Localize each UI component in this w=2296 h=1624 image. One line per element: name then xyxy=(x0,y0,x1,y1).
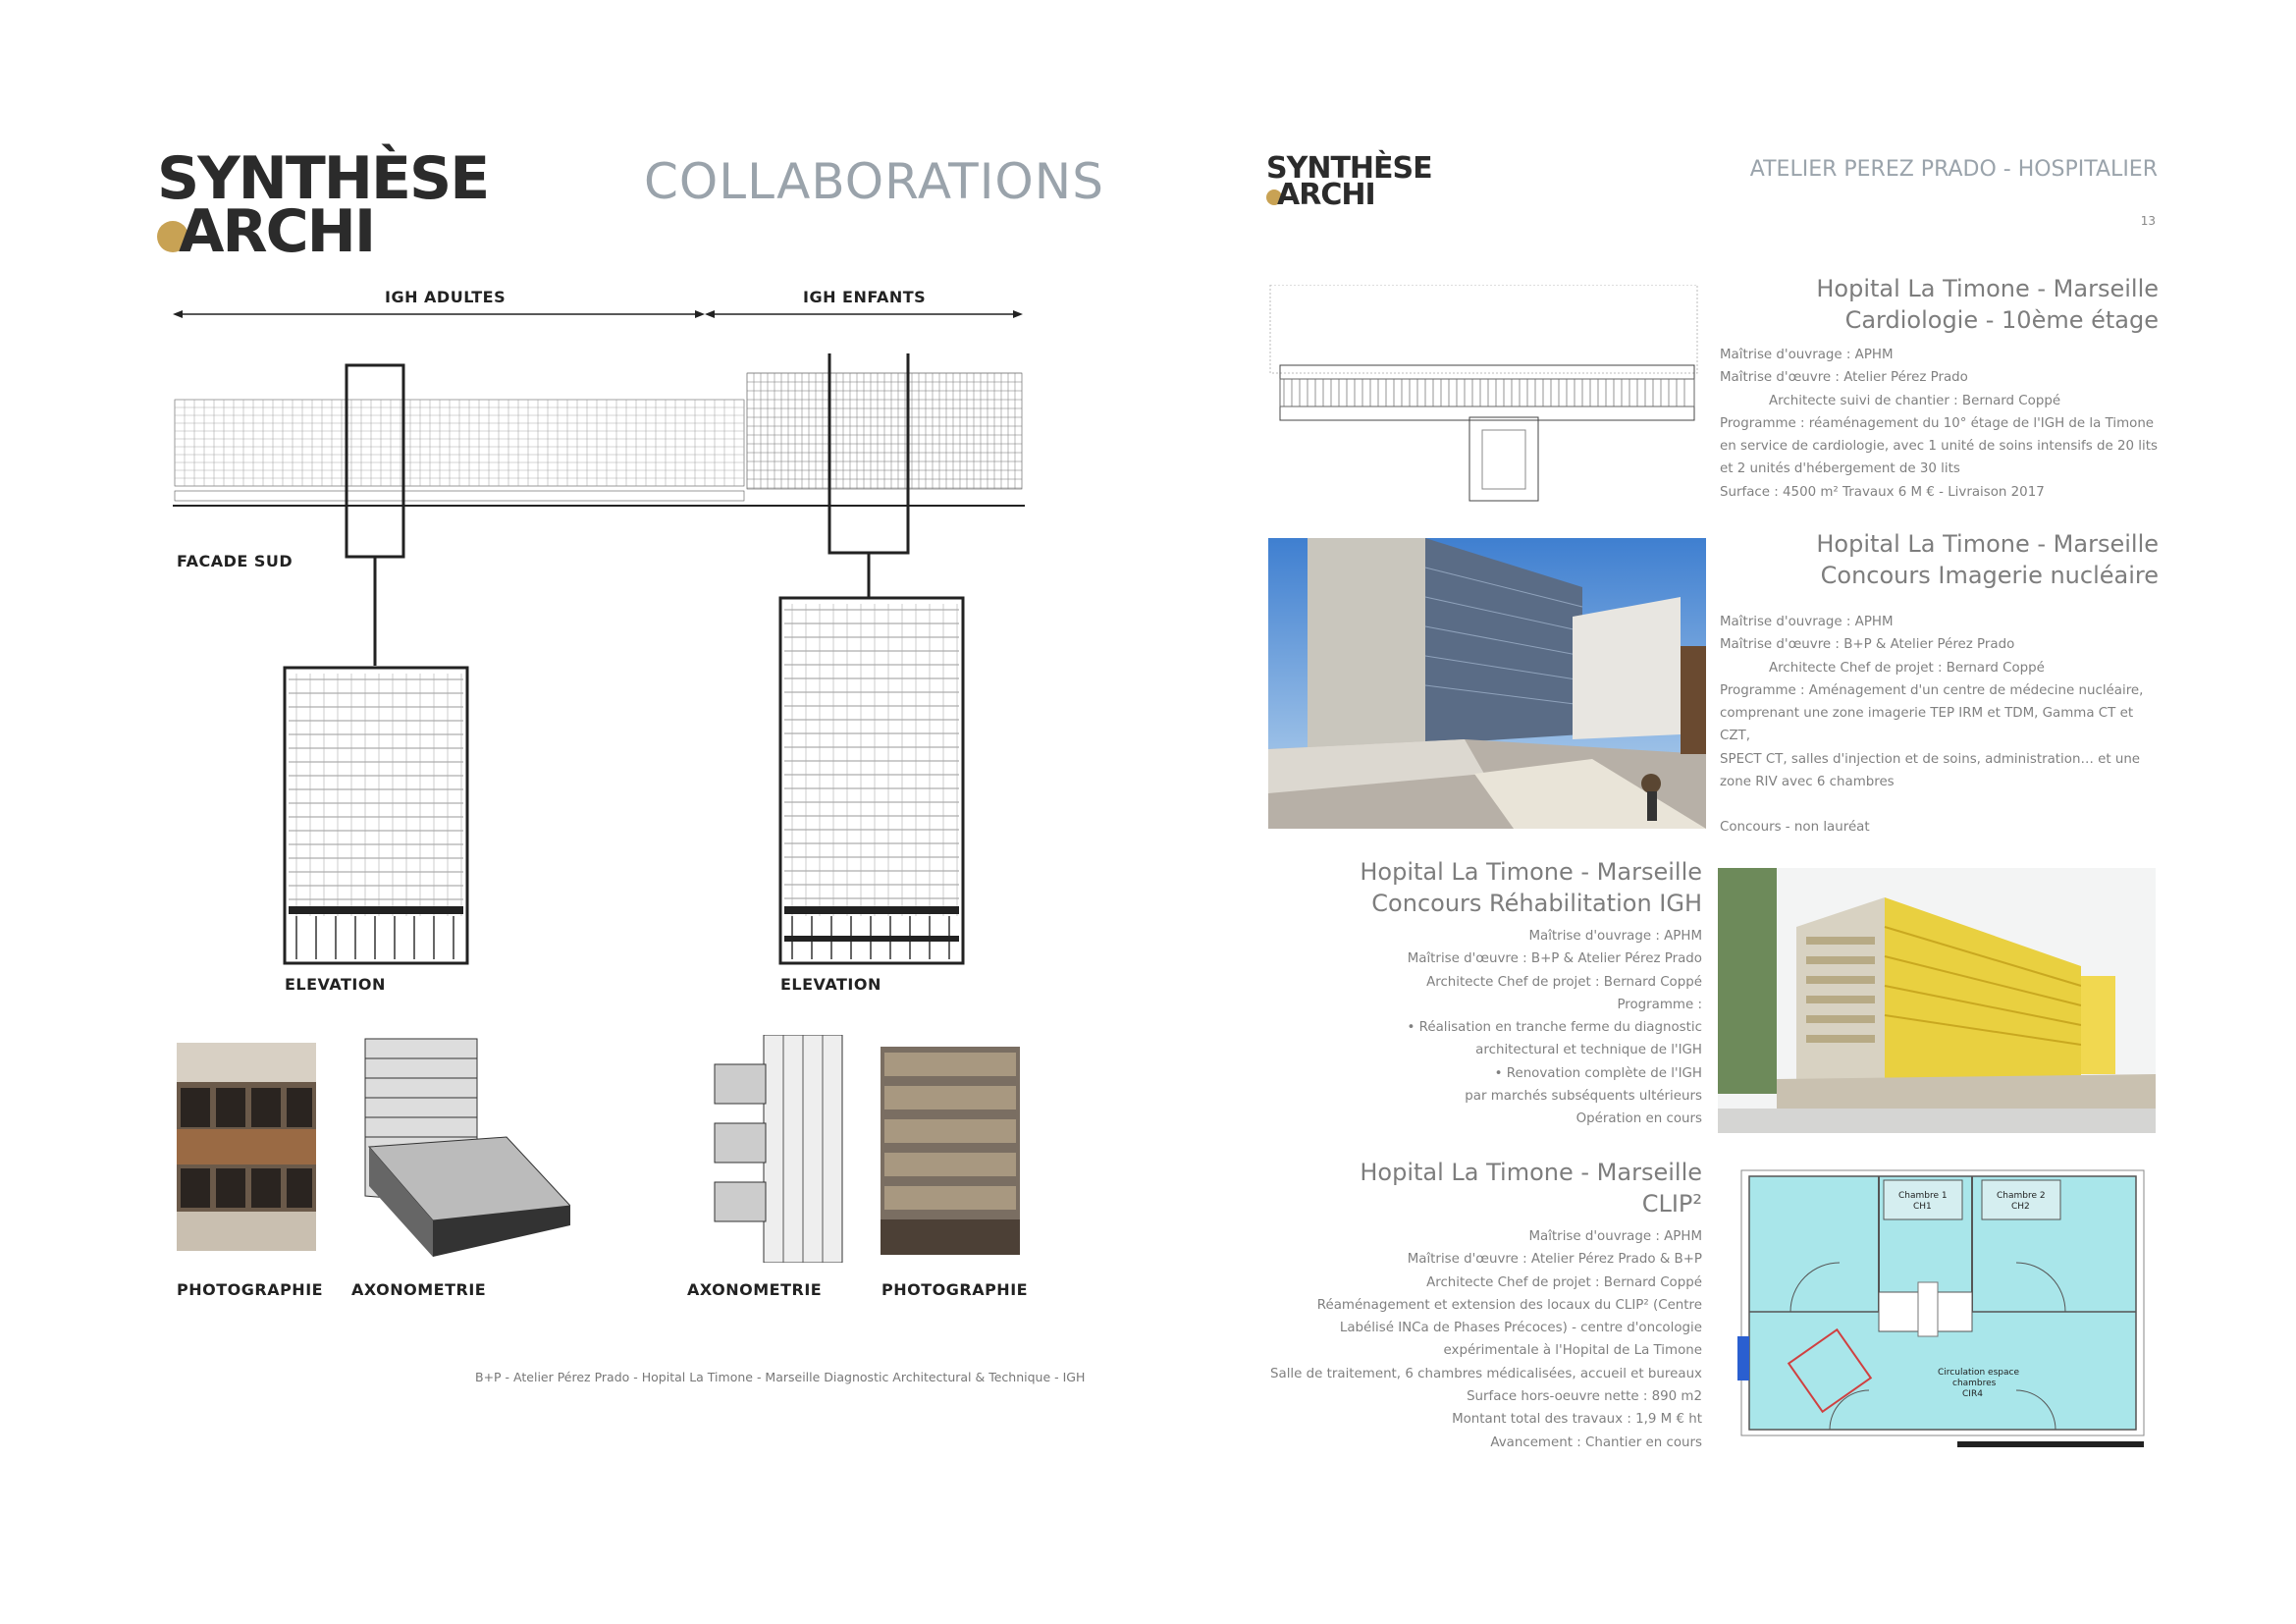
project4-line: Surface hors-oeuvre nette : 890 m2 xyxy=(1467,1389,1702,1405)
label-axo-right: AXONOMETRIE xyxy=(687,1280,823,1299)
plan-label-room2-code: CH2 xyxy=(2011,1202,2030,1212)
project1-text xyxy=(1720,273,2159,504)
plan-label-room1: Chambre 1 xyxy=(1898,1191,1948,1201)
project2-text xyxy=(1720,528,2159,839)
project2-line: Maîtrise d'ouvrage : APHM xyxy=(1720,615,1894,629)
label-photo-left: PHOTOGRAPHIE xyxy=(177,1280,324,1299)
project1-line: Maîtrise d'œuvre : Atelier Pérez Prado xyxy=(1720,370,1968,386)
project4-title-1: Hopital La Timone - Marseille xyxy=(1360,1159,1702,1186)
project2-line: Concours - non lauréat xyxy=(1720,820,1870,836)
logo-line2: ARCHI xyxy=(179,197,375,266)
project3-line: • Renovation complète de l'IGH xyxy=(1494,1065,1702,1081)
project3-title-2: Concours Réhabilitation IGH xyxy=(1371,890,1702,917)
plan-label-room2: Chambre 2 xyxy=(1997,1191,2046,1201)
label-igh-adultes: IGH ADULTES xyxy=(385,288,507,306)
project2-line: Architecte Chef de projet : Bernard Coppé xyxy=(1769,660,2045,676)
project2-line: Programme : Aménagement d'un centre de médecine nucléaire, xyxy=(1720,682,2144,698)
project4-line: Architecte Chef de projet : Bernard Coppé xyxy=(1426,1274,1702,1290)
label-elevation-right: ELEVATION xyxy=(780,975,881,994)
project4-line: Réaménagement et extension des locaux du CLIP² (Centre xyxy=(1316,1297,1702,1313)
project4-line: expérimentale à l'Hopital de La Timone xyxy=(1443,1343,1702,1359)
project2-line: zone RIV avec 6 chambres xyxy=(1720,775,1895,790)
project1-line: et 2 unités d'hébergement de 30 lits xyxy=(1720,461,1960,477)
project4-line: Maîtrise d'œuvre : Atelier Pérez Prado & B+P xyxy=(1407,1252,1702,1268)
page-title-collaborations: COLLABORATIONS xyxy=(644,153,1104,210)
project1-line: Programme : réaménagement du 10° étage de l'IGH de la Timone xyxy=(1720,415,2155,431)
project1-line: Maîtrise d'ouvrage : APHM xyxy=(1720,348,1894,362)
page-number: 13 xyxy=(2140,214,2156,228)
project3-line: Maîtrise d'ouvrage : APHM xyxy=(1528,929,1702,944)
left-footer-caption: B+P - Atelier Pérez Prado - Hopital La Timone - Marseille Diagnostic Architectural & Technique - IGH xyxy=(475,1370,1086,1384)
project3-line: • Réalisation en tranche ferme du diagnostic xyxy=(1407,1020,1702,1036)
project3-line: Programme : xyxy=(1617,997,1702,1012)
plan-label-circulation-3: CIR4 xyxy=(1962,1389,1983,1399)
project3-line: Maîtrise d'œuvre : B+P & Atelier Pérez Prado xyxy=(1407,951,1702,967)
project3-line: par marchés subséquents ultérieurs xyxy=(1465,1089,1702,1105)
project1-line: Surface : 4500 m² Travaux 6 M € - Livraison 2017 xyxy=(1720,484,2045,500)
logo-line1: SYNTHÈSE xyxy=(157,144,489,213)
photo-right-image xyxy=(881,1047,1020,1255)
plan-label-room1-code: CH1 xyxy=(1913,1202,1932,1212)
project4-line: Maîtrise d'ouvrage : APHM xyxy=(1528,1229,1702,1244)
project4-floor-plan xyxy=(1732,1164,2152,1457)
axonometry-right-drawing xyxy=(705,1035,852,1263)
project1-title-1: Hopital La Timone - Marseille xyxy=(1816,275,2159,302)
label-photo-right: PHOTOGRAPHIE xyxy=(881,1280,1029,1299)
elevation-left-drawing xyxy=(283,666,469,965)
project4-line: Salle de traitement, 6 chambres médicalisées, accueil et bureaux xyxy=(1269,1366,1702,1381)
label-facade-sud: FACADE SUD xyxy=(177,552,294,570)
logo-right-line1: SYNTHÈSE xyxy=(1266,151,1432,186)
project3-rendering xyxy=(1718,868,2156,1133)
project2-title-1: Hopital La Timone - Marseille xyxy=(1816,530,2159,558)
photo-left-image xyxy=(177,1043,316,1251)
project3-line: Opération en cours xyxy=(1575,1111,1702,1127)
logo-right xyxy=(1266,151,1432,212)
project1-line: Architecte suivi de chantier : Bernard Coppé xyxy=(1769,393,2061,408)
logo-right-line2: ARCHI xyxy=(1277,178,1375,212)
label-igh-enfants: IGH ENFANTS xyxy=(803,288,927,306)
label-elevation-left: ELEVATION xyxy=(285,975,386,994)
project1-title-2: Cardiologie - 10ème étage xyxy=(1844,306,2159,334)
project3-text xyxy=(1266,856,1702,1131)
project4-title-2: CLIP² xyxy=(1641,1190,1702,1218)
project2-line xyxy=(1720,793,2159,816)
project2-rendering xyxy=(1268,538,1706,829)
project2-line: SPECT CT, salles d'injection et de soins, administration… et une xyxy=(1720,751,2141,767)
project1-line: en service de cardiologie, avec 1 unité de soins intensifs de 20 lits xyxy=(1720,439,2158,455)
project3-line: Architecte Chef de projet : Bernard Coppé xyxy=(1426,974,1702,990)
project4-line: Montant total des travaux : 1,9 M € ht xyxy=(1452,1412,1702,1428)
elevation-right-drawing xyxy=(778,596,965,965)
right-header-title: ATELIER PEREZ PRADO - HOSPITALIER xyxy=(1749,157,2158,182)
plan-label-circulation-2: chambres xyxy=(1952,1379,1997,1388)
label-axo-left: AXONOMETRIE xyxy=(351,1280,487,1299)
project3-line: architectural et technique de l'IGH xyxy=(1475,1043,1702,1058)
project4-text xyxy=(1266,1157,1702,1454)
project2-title-2: Concours Imagerie nucléaire xyxy=(1820,562,2159,589)
project4-line: Labélisé INCa de Phases Précoces) - centre d'oncologie xyxy=(1339,1321,1702,1336)
project1-floor-plan xyxy=(1268,285,1704,503)
axonometry-left-drawing xyxy=(359,1029,570,1257)
plan-label-circulation-1: Circulation espace xyxy=(1938,1368,2019,1378)
logo-left xyxy=(157,144,489,266)
project2-line: comprenant une zone imagerie TEP IRM et TDM, Gamma CT et CZT, xyxy=(1720,706,2134,744)
project4-line: Avancement : Chantier en cours xyxy=(1490,1435,1702,1450)
project3-title-1: Hopital La Timone - Marseille xyxy=(1360,858,1702,886)
project2-line: Maîtrise d'œuvre : B+P & Atelier Pérez Prado xyxy=(1720,637,2015,653)
